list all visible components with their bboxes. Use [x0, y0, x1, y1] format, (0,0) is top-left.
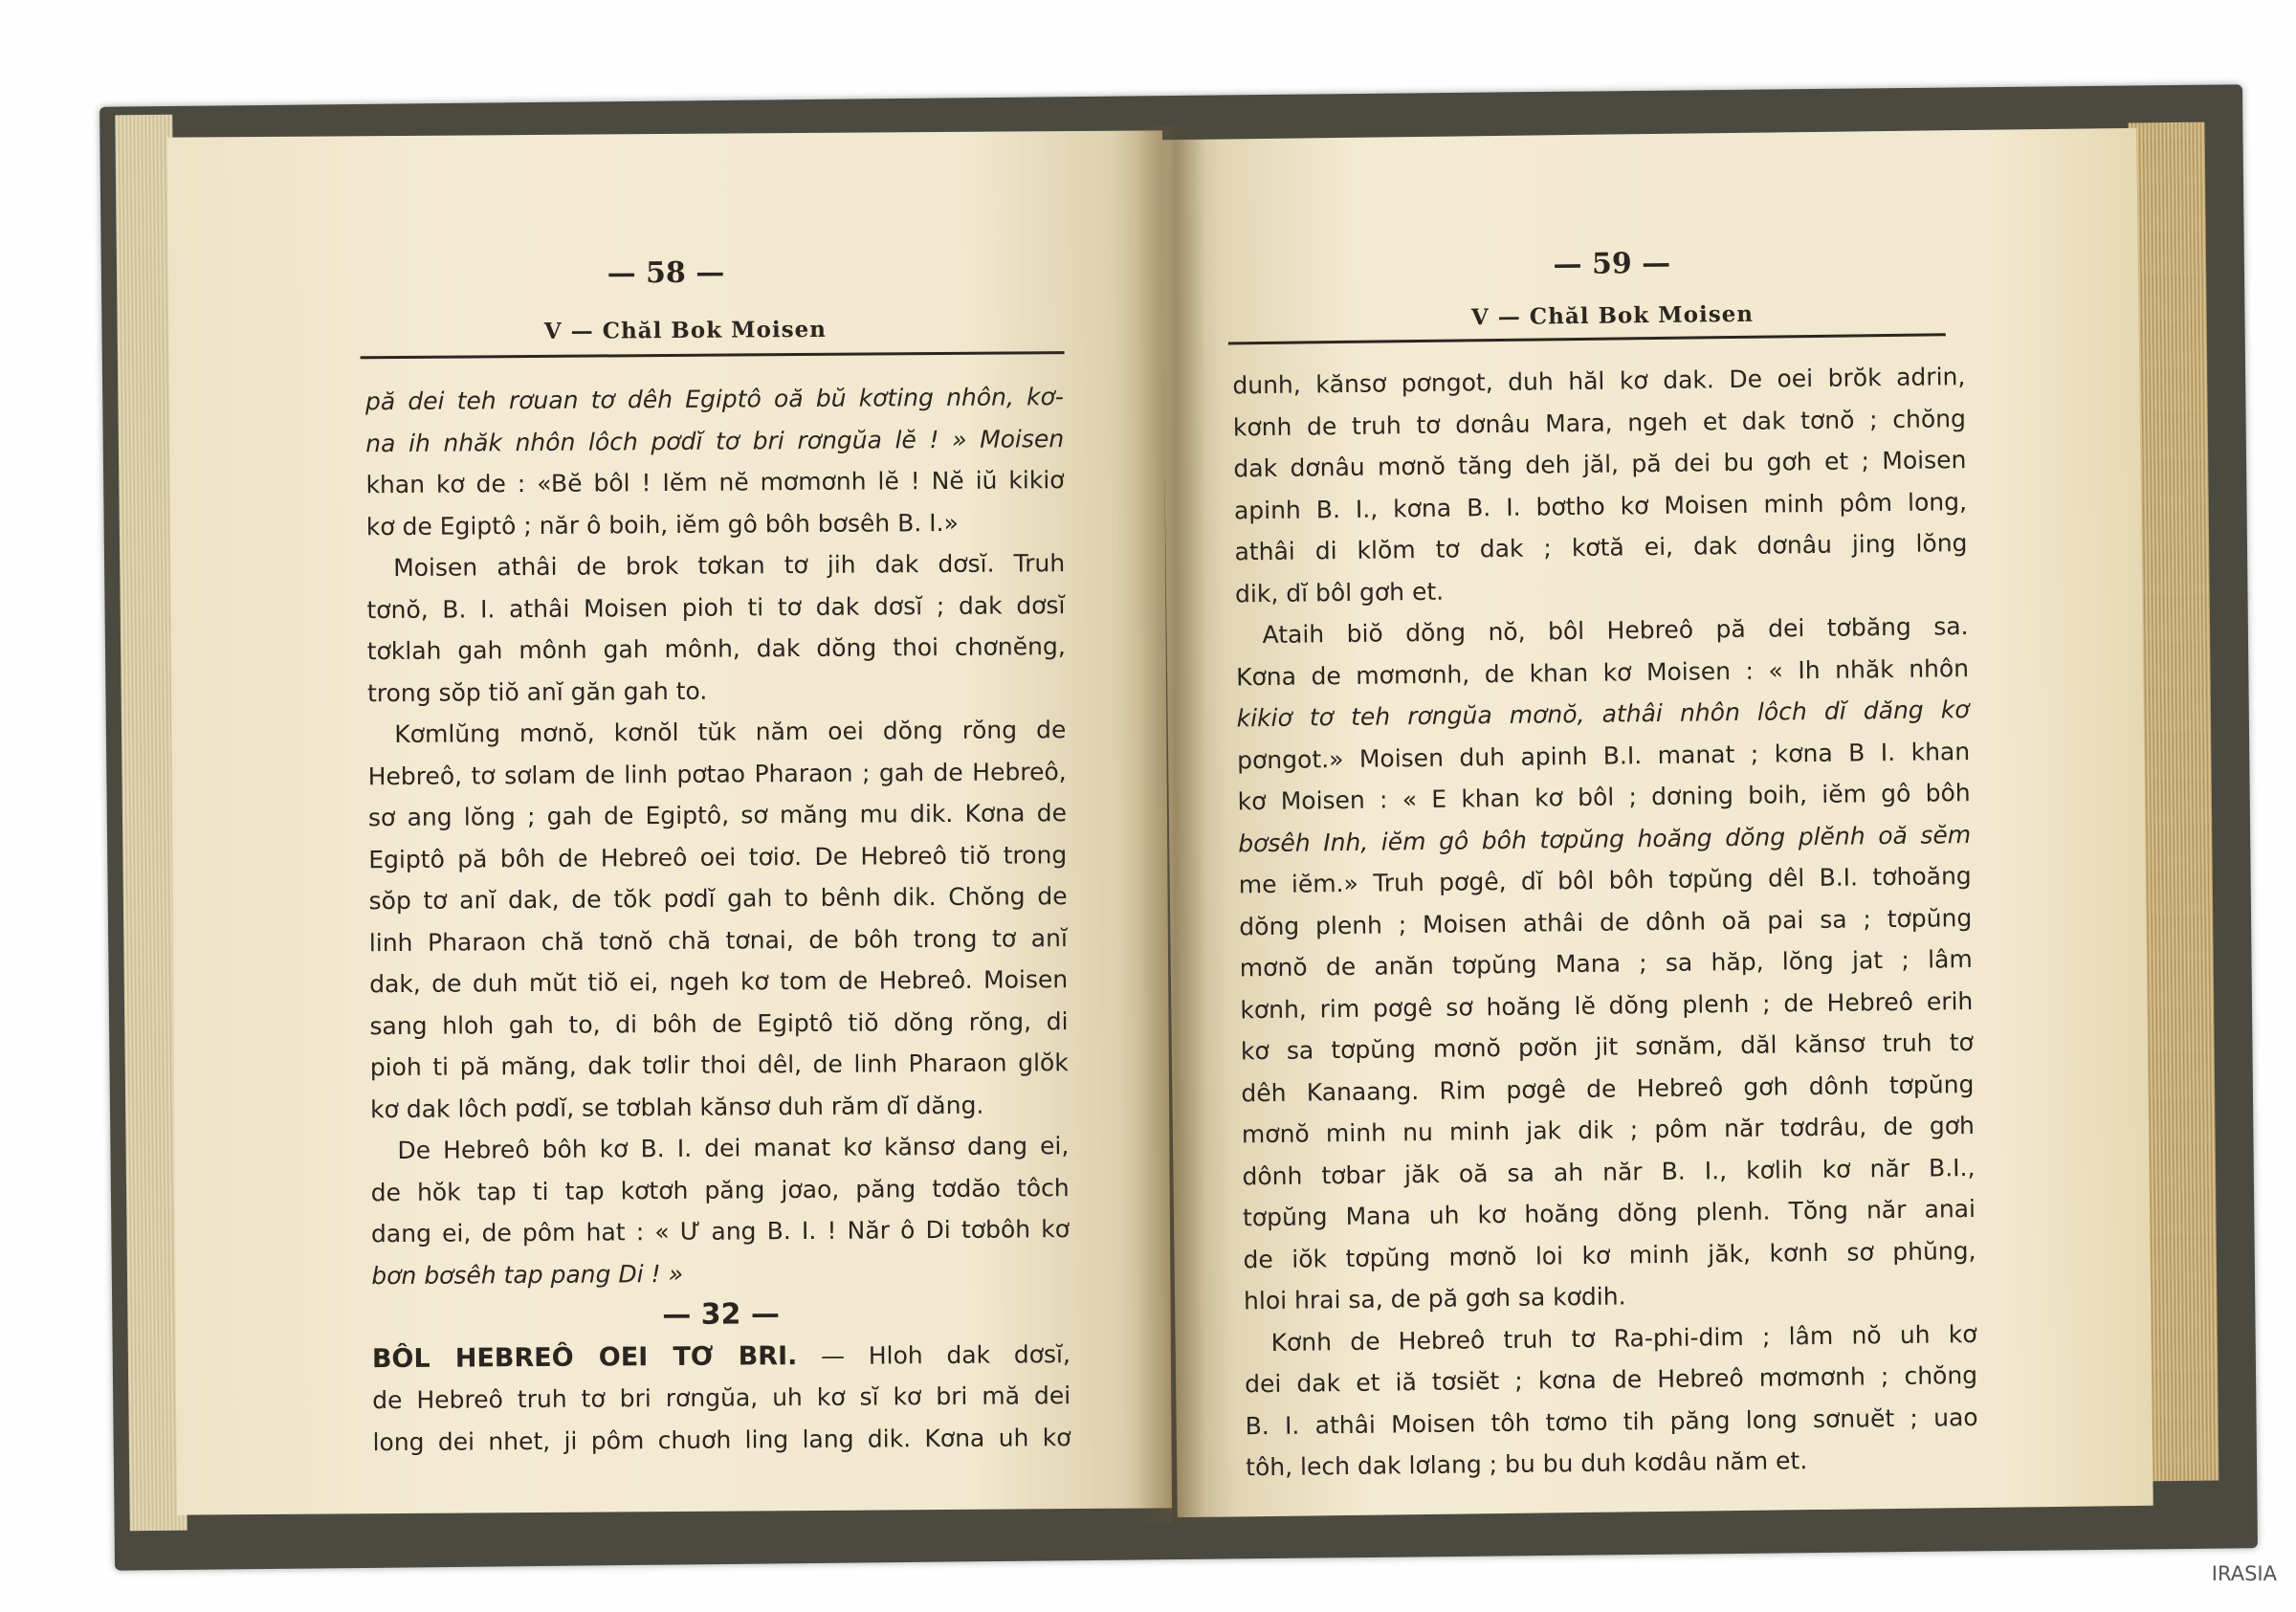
text-line: dei dak et iă tơsiĕt ; kơna de Hebreô mơmơnh ; chŏng [1244, 1360, 1978, 1399]
left-page-number: — 58 — [607, 255, 725, 291]
text-line: tơklah gah mônh gah mônh, dak dŏng thoi chơnĕng, [366, 632, 1066, 666]
text-line: mơnŏ minh nu minh jak dik ; pôm năr tơdrâu, de gơh [1241, 1111, 1976, 1149]
text-line: linh Pharaon chă tơnŏ chă tơnai, de bôh trong tơ anĭ [368, 923, 1068, 957]
text-line: athâi di klŏm tơ dak ; kơtă ei, dak dơnâu jing lŏng [1234, 529, 1968, 566]
text-line: apinh B. I., kơna B. I. bơtho kơ Moisen minh pôm long, [1233, 487, 1968, 524]
left-body-text [365, 376, 1071, 1463]
text-line: dak, de duh mŭt tiŏ ei, ngeh kơ tom de Hebreô. Moisen [369, 965, 1069, 999]
text-line: kơnh de truh tơ dơnâu Mara, ngeh et dak tơnŏ ; chŏng [1232, 404, 1967, 441]
text-line: sơ ang lŏng ; gah de Egiptô, sơ măng mu dik. Kơna de [367, 799, 1068, 832]
text-line: dak dơnâu mơnŏ tăng deh jăl, pă dei bu gơh et ; Moisen [1233, 446, 1967, 483]
text-line: Moisen athâi de brok tơkan tơ jih dak dơsĭ. Truh [393, 549, 1066, 583]
text-line: dêh Kanaang. Rim pơgê de Hebreô gơh dônh tơpŭng [1241, 1070, 1975, 1107]
text-line: Kơna de mơmơnh, de khan kơ Moisen : « Ih nhăk nhôn [1235, 653, 1970, 691]
text-line: sang hloh gah to, di bôh de Egiptô tiŏ dŏng rŏng, di [369, 1006, 1069, 1040]
text-line: Egiptô pă bôh de Hebreô oei tơiơ. De Hebreô tiŏ trong [368, 840, 1068, 873]
watermark: IRASIA [2211, 1562, 2277, 1585]
book-gutter [1138, 126, 1205, 1523]
section-number: — 32 — [662, 1297, 781, 1333]
right-body-text [1232, 356, 1978, 1489]
text-line: dang ei, de pôm hat : « Ư ang B. I. ! Năr ô Di tơbôh kơ [370, 1215, 1071, 1248]
text-line: kikiơ tơ teh rơngŭa mơnŏ, athâi nhôn lôch dĭ dăng kơ [1236, 696, 1970, 733]
text-line: Kơmlŭng mơnŏ, kơnŏl tŭk năm oei dŏng rŏng de [394, 716, 1067, 749]
text-line: hloi hrai sa, de pă gơh sa kơdih. [1243, 1282, 1626, 1315]
right-page-number: — 59 — [1553, 246, 1671, 282]
text-line: B. I. athâi Moisen tôh tơmo tih păng long sơnuĕt ; uao [1245, 1402, 1978, 1440]
left-header-rule [361, 351, 1065, 359]
text-line: Hebreô, tơ sơlam de linh pơtao Pharaon ; gah de Hebreô, [367, 757, 1067, 790]
section-title: BÔL HEBREÔ OEI TƠ BRI. [371, 1340, 798, 1374]
text-line: pơngot.» Moisen duh apinh B.I. manat ; kơna B I. khan [1236, 737, 1971, 774]
text-line: kơnh, rim pơgê sơ hoăng lĕ dŏng plenh ; de Hebreô erih [1240, 986, 1974, 1024]
left-page [167, 130, 1172, 1514]
text-line: dik, dĭ bôl gơh et. [1234, 577, 1445, 607]
text-line: trong sŏp tiŏ anĭ găn gah to. [366, 676, 708, 707]
text-line: kơ de Egiptô ; năr ô boih, iĕm gô bôh bơsêh B. I.» [365, 508, 959, 541]
text-line: Ataih biŏ dŏng nŏ, bôl Hebreô pă dei tơbăng sa. [1262, 612, 1969, 650]
text-line: long dei nhet, ji pôm chuơh ling lang dik. Kơna uh kơ [372, 1423, 1071, 1456]
text-line: dônh tơbar jăk oă sa ah năr B. I., kơlih kơ năr B.I., [1242, 1153, 1976, 1190]
text-line: De Hebreô bôh kơ B. I. dei manat kơ kănsơ dang ei, [397, 1132, 1070, 1164]
text-line: kơ sa tơpŭng mơnŏ pơŏn jit sơnăm, dăl kănsơ truh tơ [1240, 1027, 1975, 1066]
text-line: mơnŏ de anăn tơpŭng Mana ; sa hăp, lŏng jat ; lâm [1239, 944, 1973, 983]
text-line: bơsêh Inh, iĕm gô bôh tơpŭng hoăng dŏng plĕnh oă sĕm [1238, 820, 1972, 857]
text-line: kơ Moisen : « E khan kơ bôl ; dơning boih, iĕm gô bôh [1237, 778, 1971, 816]
text-line: de hŏk tap ti tap kơtơh păng jơao, păng tơdăo tôch [370, 1173, 1070, 1206]
text-line: tôh, lech dak lơlang ; bu bu duh kơdâu năm et. [1246, 1446, 1808, 1482]
text-line: khan kơ de : «Bĕ bôl ! Iĕm nĕ mơmơnh lĕ ! Nĕ iŭ kikiơ [365, 466, 1065, 499]
text-line: dŏng plenh ; Moisen athâi de dônh oă pai sa ; tơpŭng [1239, 903, 1973, 940]
text-line [365, 418, 1064, 465]
right-page [1160, 128, 2153, 1517]
text-line: kơ dak lôch pơdĭ, se tơblah kănsơ duh răm dĭ dăng. [369, 1091, 984, 1123]
text-line: pioh ti pă măng, dak tơlir thoi dêl, de linh Pharaon glŏk [369, 1049, 1069, 1082]
text-line: dunh, kănsơ pơngot, duh hăl kơ dak. De oei brŏk adrin, [1232, 363, 1966, 400]
text-line: de iŏk tơpŭng mơnŏ loi kơ minh jăk, kơnh sơ phŭng, [1243, 1236, 1976, 1273]
left-running-head: V — Chăl Bok Moisen [543, 316, 828, 344]
text-line: bơn bơsêh tap pang Di ! » [371, 1259, 684, 1290]
text-line-part: na ih nhăk nhôn lôch pơdĭ tơ bri rơngŭa lĕ ! » Moisen [365, 424, 1065, 457]
text-line: de Hebreô truh tơ bri rơngŭa, uh kơ sĭ kơ bri mă dei [372, 1381, 1071, 1415]
text-line: tơnŏ, B. I. athâi Moisen pioh ti tơ dak dơsĭ ; dak dơsĭ [366, 590, 1066, 624]
right-header-rule [1228, 333, 1946, 344]
right-running-head: V — Chăl Bok Moisen [1470, 300, 1755, 331]
text-line: me iĕm.» Truh pơgê, dĭ bôl bôh tơpŭng dêl B.I. tơhoăng [1238, 861, 1972, 899]
text-line: sŏp tơ anĭ dak, de tŏk pơdĭ gah to bênh dik. Chŏng de [368, 882, 1068, 916]
text-line: Kơnh de Hebreô truh tơ Ra-phi-dim ; lâm nŏ uh kơ [1270, 1319, 1977, 1357]
section-heading-line [372, 1334, 1071, 1380]
text-line: tơpŭng Mana uh kơ hoăng dŏng plenh. Tŏng năr anai [1242, 1194, 1976, 1232]
text-line: pă dei teh rơuan tơ dêh Egiptô oă bŭ kơting nhôn, kơ- [364, 383, 1065, 416]
section-heading-rest: — Hloh dak dơsĭ, [820, 1339, 1071, 1370]
